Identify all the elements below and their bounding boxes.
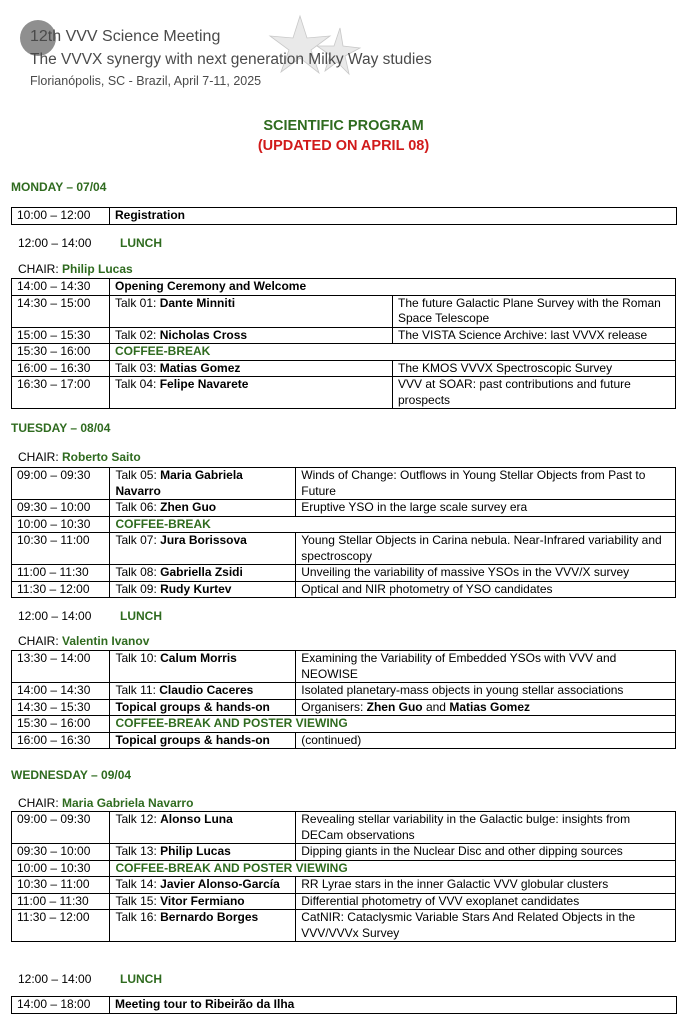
table-row — [12, 327, 676, 344]
table-row — [12, 893, 676, 910]
page-title: SCIENTIFIC PROGRAM — [263, 118, 424, 134]
activity-note: (continued) — [296, 732, 676, 749]
table-row — [12, 910, 676, 942]
talk-title: The future Galactic Plane Survey with the Roman Space Telescope — [393, 295, 676, 327]
time-text: 12:00 – 14:00 — [18, 972, 92, 986]
talk-cell — [110, 651, 296, 683]
wednesday-morning-table — [11, 811, 676, 942]
talk-number: Talk 11: — [115, 683, 160, 697]
time-cell: 09:30 – 10:00 — [12, 844, 110, 861]
table-row — [12, 877, 676, 894]
time-cell: 11:30 – 12:00 — [12, 910, 110, 942]
chair-prefix: CHAIR: — [18, 634, 63, 648]
time-cell: 13:30 – 14:00 — [12, 651, 110, 683]
chair-name: Valentin Ivanov — [62, 634, 150, 648]
speaker-name: Nicholas Cross — [159, 327, 248, 342]
updated-notice: (UPDATED ON APRIL 08) — [257, 138, 430, 154]
time-cell: 11:00 – 11:30 — [12, 893, 110, 910]
meeting-subtitle: The VVVX synergy with next generation Milky Way studies — [30, 51, 432, 68]
chair-name: Roberto Saito — [62, 450, 141, 464]
table-row — [12, 377, 676, 409]
talk-title: Eruptive YSO in the large scale survey era — [296, 500, 676, 517]
tuesday-afternoon-table — [11, 650, 676, 749]
speaker-name: Claudio Caceres — [159, 683, 254, 697]
table-row — [12, 581, 676, 598]
speaker-name: Javier Alonso-García — [160, 877, 280, 891]
time-cell: 14:00 – 14:30 — [12, 683, 110, 700]
activity-label: Topical groups & hands-on — [110, 699, 296, 716]
chair-wednesday — [18, 796, 193, 810]
speaker-name: Bernardo Borges — [160, 910, 259, 924]
talk-title: RR Lyrae stars in the inner Galactic VVV globular clusters — [296, 877, 676, 894]
speaker-name: Philip Lucas — [160, 844, 231, 858]
talk-cell — [110, 468, 296, 500]
talk-title: Young Stellar Objects in Carina nebula. Near-Infrared variability and spectroscopy — [296, 533, 676, 565]
chair-prefix: CHAIR: — [18, 450, 63, 464]
talk-title: CatNIR: Cataclysmic Variable Stars And Related Objects in the VVV/VVVx Survey — [296, 910, 676, 942]
wednesday-tour-table — [11, 996, 677, 1014]
talk-number: Talk 08: — [115, 565, 161, 579]
session-label: Registration — [110, 208, 677, 225]
table-row — [12, 295, 676, 327]
speaker-name: Matias Gomez — [159, 360, 241, 375]
time-cell: 09:00 – 09:30 — [12, 468, 110, 500]
talk-number: Talk 05: — [115, 468, 161, 482]
speaker-name: Zhen Guo — [160, 500, 217, 514]
talk-title: Unveiling the variability of massive YSOs in the VVV/X survey — [296, 565, 676, 582]
talk-number: Talk 12: — [115, 812, 161, 826]
organisers-prefix: Organisers: — [301, 699, 367, 714]
talk-cell — [110, 295, 393, 327]
time-cell: 10:30 – 11:00 — [12, 877, 110, 894]
time-cell: 16:00 – 16:30 — [12, 360, 110, 377]
tuesday-morning-table — [11, 467, 676, 598]
break-label: COFFEE-BREAK AND POSTER VIEWING — [110, 860, 676, 877]
talk-cell — [110, 360, 393, 377]
table-row — [12, 360, 676, 377]
talk-number: Talk 02: — [115, 327, 160, 342]
time-cell: 11:00 – 11:30 — [12, 565, 110, 582]
talk-title: Examining the Variability of Embedded YSOs with VVV and NEOWISE — [296, 651, 676, 683]
talk-number: Talk 10: — [115, 651, 161, 665]
talk-number: Talk 13: — [115, 844, 161, 858]
talk-number: Talk 14: — [115, 877, 161, 891]
chair-prefix: CHAIR: — [18, 262, 63, 276]
talk-number: Talk 01: — [115, 295, 160, 310]
table-row — [12, 699, 676, 716]
lunch-label: LUNCH — [120, 609, 162, 623]
tuesday-lunch — [18, 609, 162, 623]
speaker-name: Alonso Luna — [160, 812, 233, 826]
talk-title: Differential photometry of VVV exoplanet candidates — [296, 893, 676, 910]
chair-name: Maria Gabriela Navarro — [62, 796, 194, 810]
talk-cell — [110, 910, 296, 942]
talk-title: Isolated planetary-mass objects in young stellar associations — [296, 683, 676, 700]
organiser-name: Matias Gomez — [449, 699, 531, 714]
monday-afternoon-table — [11, 278, 676, 409]
chair-monday — [18, 262, 133, 276]
break-label: COFFEE-BREAK — [110, 516, 676, 533]
monday-lunch — [18, 236, 162, 250]
talk-title: Optical and NIR photometry of YSO candidates — [296, 581, 676, 598]
talk-number: Talk 07: — [115, 533, 161, 547]
chair-name: Philip Lucas — [62, 262, 133, 276]
talk-cell — [110, 533, 296, 565]
time-cell: 15:30 – 16:00 — [12, 716, 110, 733]
talk-cell — [110, 581, 296, 598]
talk-number: Talk 16: — [115, 910, 161, 924]
time-cell: 15:30 – 16:00 — [12, 344, 110, 361]
lunch-label: LUNCH — [120, 972, 162, 986]
chair-tuesday-afternoon — [18, 634, 149, 648]
talk-cell — [110, 893, 296, 910]
talk-cell — [110, 844, 296, 861]
talk-cell — [110, 377, 393, 409]
talk-cell — [110, 327, 393, 344]
organisers-cell — [296, 699, 676, 716]
time-cell: 14:00 – 18:00 — [12, 997, 110, 1014]
time-cell: 14:30 – 15:30 — [12, 699, 110, 716]
table-row — [12, 279, 676, 296]
talk-cell — [110, 500, 296, 517]
time-text: 12:00 – 14:00 — [18, 236, 92, 250]
speaker-name: Calum Morris — [160, 651, 237, 665]
table-row — [12, 565, 676, 582]
talk-title: Winds of Change: Outflows in Young Stellar Objects from Past to Future — [296, 468, 676, 500]
speaker-name: Rudy Kurtev — [160, 581, 232, 596]
table-row — [12, 468, 676, 500]
table-row — [12, 732, 676, 749]
talk-number: Talk 09: — [115, 581, 161, 596]
table-row — [12, 860, 676, 877]
time-cell: 16:00 – 16:30 — [12, 732, 110, 749]
table-row — [12, 651, 676, 683]
chair-tuesday-morning — [18, 450, 141, 464]
day-heading-tuesday: TUESDAY – 08/04 — [11, 421, 111, 435]
talk-number: Talk 03: — [115, 360, 160, 375]
talk-cell — [110, 812, 296, 844]
day-heading-wednesday: WEDNESDAY – 09/04 — [11, 768, 132, 782]
time-cell: 14:30 – 15:00 — [12, 295, 110, 327]
talk-title: Dipping giants in the Nuclear Disc and other dipping sources — [296, 844, 676, 861]
time-cell: 10:00 – 10:30 — [12, 860, 110, 877]
table-row — [12, 533, 676, 565]
talk-title: VVV at SOAR: past contributions and future prospects — [393, 377, 676, 409]
session-label: Opening Ceremony and Welcome — [110, 279, 676, 296]
time-cell: 09:30 – 10:00 — [12, 500, 110, 517]
speaker-name: Jura Borissova — [160, 533, 247, 547]
meeting-header — [0, 0, 540, 100]
time-cell: 10:00 – 12:00 — [12, 208, 110, 225]
talk-title: Revealing stellar variability in the Galactic bulge: insights from DECam observations — [296, 812, 676, 844]
table-row — [12, 844, 676, 861]
activity-label: Topical groups & hands-on — [110, 732, 296, 749]
speaker-name: Vitor Fermiano — [160, 893, 245, 908]
table-row — [12, 812, 676, 844]
break-label: COFFEE-BREAK — [110, 344, 676, 361]
time-cell: 09:00 – 09:30 — [12, 812, 110, 844]
break-label: COFFEE-BREAK AND POSTER VIEWING — [110, 716, 676, 733]
time-cell: 10:30 – 11:00 — [12, 533, 110, 565]
meeting-location-dates: Florianópolis, SC - Brazil, April 7-11, 2025 — [30, 74, 262, 88]
talk-number: Talk 06: — [115, 500, 161, 514]
talk-cell — [110, 683, 296, 700]
monday-registration-table — [11, 207, 677, 225]
time-cell: 10:00 – 10:30 — [12, 516, 110, 533]
time-text: 12:00 – 14:00 — [18, 609, 92, 623]
table-row — [12, 500, 676, 517]
day-heading-monday: MONDAY – 07/04 — [11, 180, 107, 194]
table-row — [12, 997, 677, 1014]
speaker-name: Maria Gabriela Navarro — [115, 468, 243, 498]
talk-title: The VISTA Science Archive: last VVVX release — [393, 327, 676, 344]
speaker-name: Gabriella Zsidi — [160, 565, 243, 579]
table-row — [12, 716, 676, 733]
time-cell: 14:00 – 14:30 — [12, 279, 110, 296]
speaker-name: Dante Minniti — [159, 295, 236, 310]
talk-title: The KMOS VVVX Spectroscopic Survey — [393, 360, 676, 377]
time-cell: 15:00 – 15:30 — [12, 327, 110, 344]
organiser-name: Zhen Guo — [366, 699, 423, 714]
talk-cell — [110, 877, 296, 894]
chair-prefix: CHAIR: — [18, 796, 63, 810]
talk-number: Talk 04: — [115, 377, 160, 391]
organisers-and: and — [422, 699, 450, 714]
table-row — [12, 683, 676, 700]
talk-cell — [110, 565, 296, 582]
table-row — [12, 344, 676, 361]
session-label: Meeting tour to Ribeirão da Ilha — [110, 997, 677, 1014]
time-cell: 11:30 – 12:00 — [12, 581, 110, 598]
lunch-label: LUNCH — [120, 236, 162, 250]
talk-number: Talk 15: — [115, 893, 161, 908]
time-cell: 16:30 – 17:00 — [12, 377, 110, 409]
wednesday-lunch — [18, 972, 162, 986]
table-row — [12, 208, 677, 225]
speaker-name: Felipe Navarete — [159, 377, 249, 391]
table-row — [12, 516, 676, 533]
meeting-name: 12th VVV Science Meeting — [30, 28, 221, 45]
